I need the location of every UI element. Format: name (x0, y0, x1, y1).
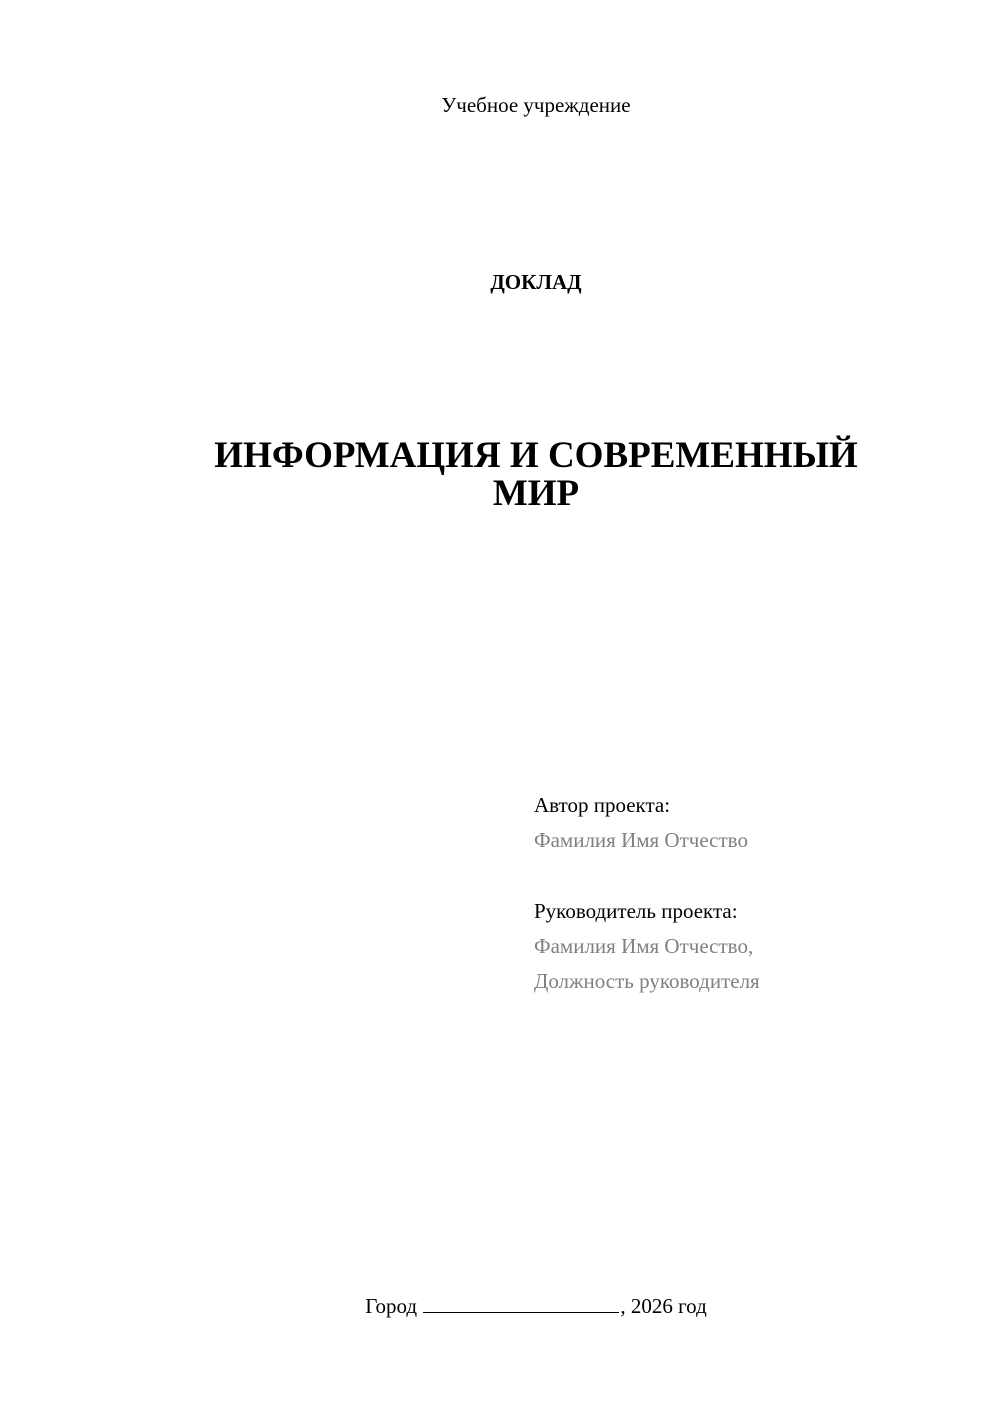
document-type: ДОКЛАД (490, 270, 582, 294)
author-label: Автор проекта: (534, 793, 671, 817)
supervisor-position: Должность руководителя (534, 969, 760, 993)
city-year-line (0, 1290, 1000, 1320)
spacer (534, 858, 974, 894)
author-name: Фамилия Имя Отчество (534, 828, 748, 852)
document-title-line-2: МИР (492, 473, 580, 514)
city-blank-underline (423, 1290, 619, 1313)
supervisor-name: Фамилия Имя Отчество, (534, 934, 754, 958)
year-text: , 2026 год (620, 1294, 707, 1318)
document-title-line-1: ИНФОРМАЦИЯ И СОВРЕМЕННЫЙ (214, 435, 858, 476)
project-people-block (534, 788, 974, 999)
city-label: Город (365, 1294, 418, 1318)
supervisor-label: Руководитель проекта: (534, 899, 738, 923)
document-title (0, 437, 1000, 513)
institution-name: Учебное учреждение (441, 93, 631, 117)
